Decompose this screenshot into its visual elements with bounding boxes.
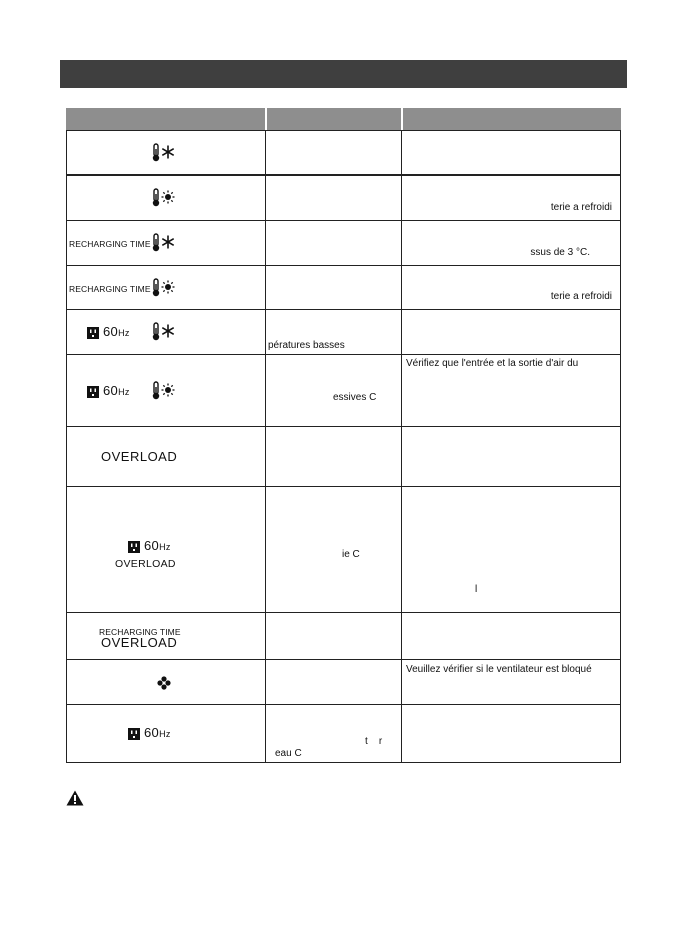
recharging-time-label: RECHARGING TIME [69,239,151,249]
recharging-time-label: RECHARGING TIME [69,284,151,294]
warning-icon [66,790,84,806]
table-row [66,704,266,763]
table-row [401,354,621,427]
thermometer-icon [151,233,161,253]
thermometer-icon [151,381,161,401]
table-row [401,486,621,613]
overload-label: OVERLOAD [101,635,178,650]
table-row [66,265,266,310]
cell-text: Vérifiez que l'entrée et la sortie d'air du [406,358,579,369]
table-row [401,659,621,705]
outlet-icon [87,386,99,398]
table-row [66,486,266,613]
table-row [265,354,402,427]
snowflake-icon [161,324,175,338]
cell-text: ssus de 3 °C. [530,247,590,258]
cell-text: terie a refroidi [550,202,612,213]
cell-text: eau C [275,748,302,759]
frequency-display: 60Hz [103,324,130,339]
thermometer-icon [151,322,161,342]
frequency-display: 60Hz [144,538,171,553]
table-row [401,426,621,487]
frequency-display: 60Hz [144,725,171,740]
sun-icon [161,383,175,397]
table-row [265,704,402,763]
table-row [66,175,266,221]
thermometer-icon [151,278,161,298]
table-row [66,612,266,660]
table-row [265,265,402,310]
cell-text: t r [365,736,383,747]
outlet-icon [128,728,140,740]
table-row [265,309,402,355]
table-row [401,704,621,763]
table-row [265,486,402,613]
table-row [265,175,402,221]
table-row [401,130,621,175]
snowflake-icon [161,145,175,159]
cell-text: l [475,584,478,595]
sun-icon [161,190,175,204]
cell-text: terie a refroidi [550,291,612,302]
table-header-row [66,108,621,130]
cell-text: pératures basses [268,340,345,351]
cell-text: Veuillez vérifier si le ventilateur est bloqué [406,664,592,675]
outlet-icon [87,327,99,339]
frequency-display: 60Hz [103,383,130,398]
table-row [66,426,266,487]
thermometer-icon [151,143,161,163]
recharging-time-label: RECHARGING TIME [99,627,181,637]
cell-text: essives C [333,392,377,403]
overload-label: OVERLOAD [101,449,178,464]
table-row [401,265,621,310]
table-row [265,612,402,660]
table-row [265,659,402,705]
thermometer-icon [151,188,161,208]
fan-icon [157,676,171,690]
cell-text: ie C [342,549,360,560]
outlet-icon [128,541,140,553]
table-row [66,659,266,705]
table-row [66,354,266,427]
table-row [265,426,402,487]
table-row [401,220,621,266]
overload-label: OVERLOAD [115,558,176,570]
table-row [265,220,402,266]
table-row [401,175,621,221]
sun-icon [161,280,175,294]
table-row [66,220,266,266]
table-row [401,612,621,660]
table-row [265,130,402,175]
snowflake-icon [161,235,175,249]
section-header-bar [60,60,627,88]
table-row [401,309,621,355]
table-row [66,309,266,355]
table-row [66,130,266,175]
